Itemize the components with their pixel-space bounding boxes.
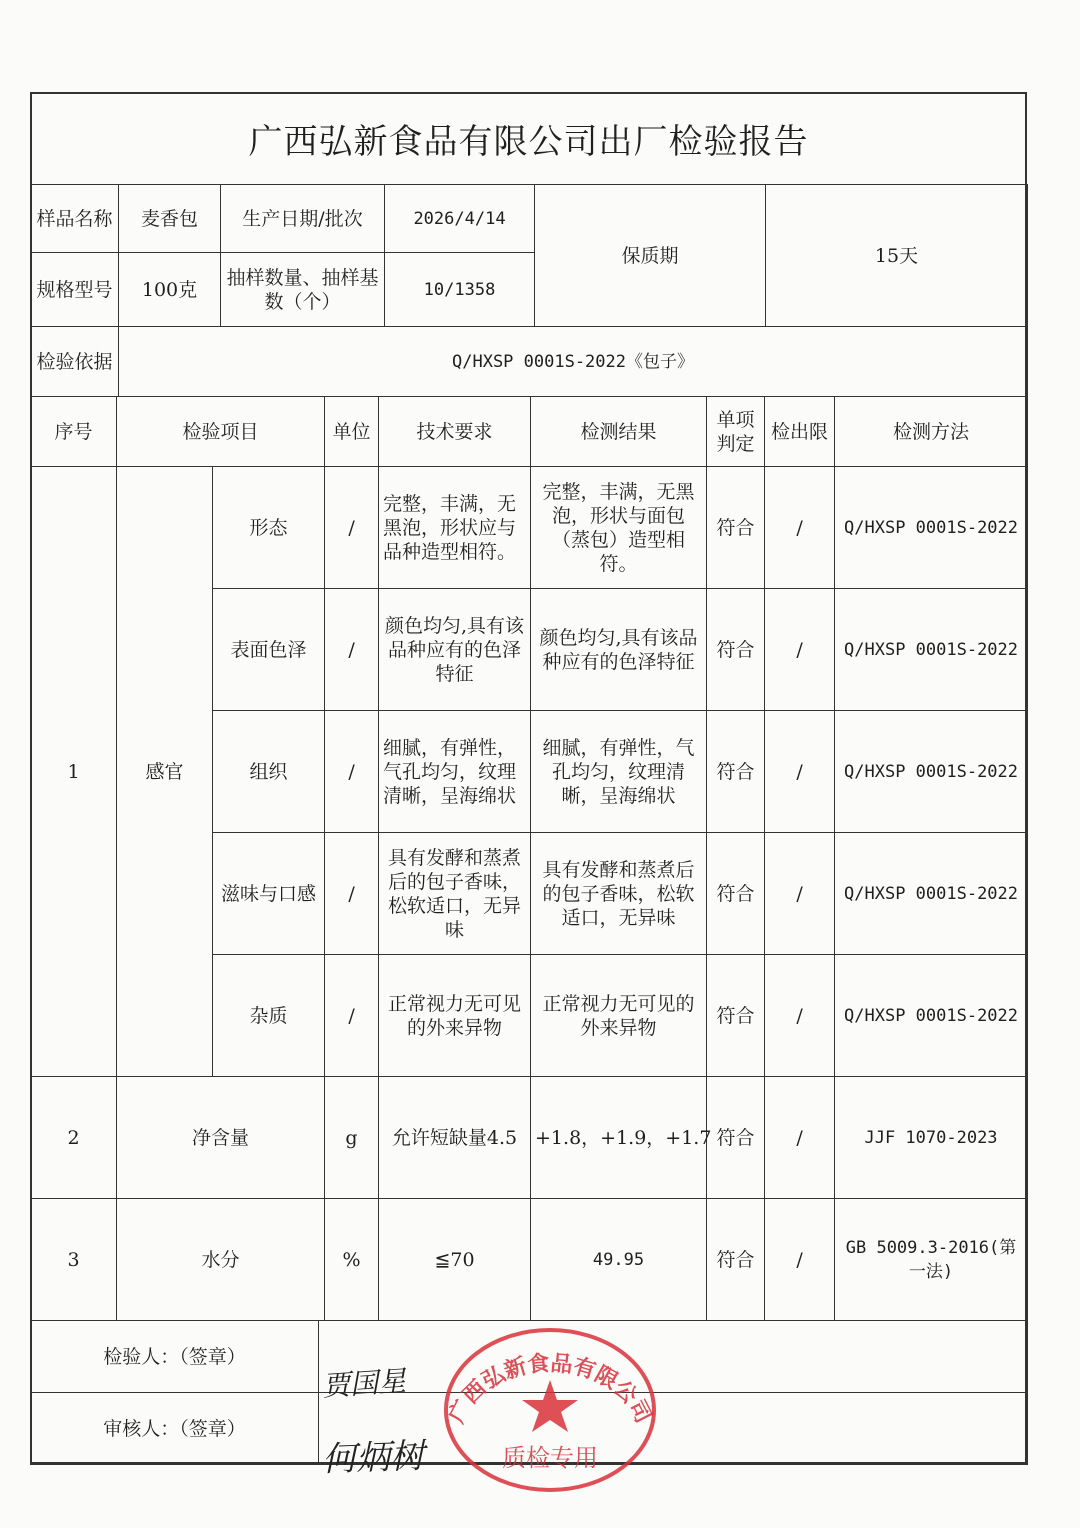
shelf-life: 15天 [766,185,1028,327]
unit: / [325,467,379,589]
limit: / [765,1199,835,1321]
inspector-signature-cell [319,1321,1028,1393]
method: JJF 1070-2023 [835,1077,1028,1199]
col-verdict: 单项判定 [707,397,765,467]
method: Q/HXSP 0001S-2022 [835,589,1028,711]
spec-label: 规格型号 [31,253,119,327]
prod-date-label: 生产日期/批次 [221,185,385,253]
limit: / [765,955,835,1077]
inspection-table [30,396,1028,1321]
limit: / [765,1077,835,1199]
requirement: 允许短缺量4.5 [379,1077,531,1199]
requirement: ≦70 [379,1199,531,1321]
row-no: 1 [31,467,117,1077]
method: Q/HXSP 0001S-2022 [835,467,1028,589]
col-unit: 单位 [325,397,379,467]
col-no: 序号 [31,397,117,467]
item-name: 滋味与口感 [213,833,325,955]
item-name: 表面色泽 [213,589,325,711]
requirement: 具有发酵和蒸煮后的包子香味，松软适口，无异味 [379,833,531,955]
basis: Q/HXSP 0001S-2022《包子》 [119,327,1028,397]
verdict: 符合 [707,833,765,955]
table-row [31,467,1028,589]
method: Q/HXSP 0001S-2022 [835,833,1028,955]
reviewer-signature-cell [319,1393,1028,1465]
result: 49.95 [531,1199,707,1321]
unit: / [325,711,379,833]
shelf-life-label: 保质期 [535,185,766,327]
sampling: 10/1358 [385,253,535,327]
verdict: 符合 [707,955,765,1077]
method: Q/HXSP 0001S-2022 [835,711,1028,833]
item-name: 杂质 [213,955,325,1077]
verdict: 符合 [707,1077,765,1199]
unit: / [325,833,379,955]
unit: / [325,589,379,711]
sample-name-label: 样品名称 [31,185,119,253]
item-name: 形态 [213,467,325,589]
verdict: 符合 [707,467,765,589]
method: GB 5009.3-2016(第一法) [835,1199,1028,1321]
prod-date: 2026/4/14 [385,185,535,253]
star-icon [522,1380,578,1432]
item-name: 净含量 [117,1077,325,1199]
unit: % [325,1199,379,1321]
inspector-signature: 贾国星 [321,1364,408,1403]
col-limit: 检出限 [765,397,835,467]
verdict: 符合 [707,589,765,711]
verdict: 符合 [707,1199,765,1321]
col-req: 技术要求 [379,397,531,467]
table-row [31,1077,1028,1199]
table-row [31,1199,1028,1321]
result: 具有发酵和蒸煮后的包子香味，松软适口，无异味 [531,833,707,955]
limit: / [765,467,835,589]
col-result: 检测结果 [531,397,707,467]
unit: / [325,955,379,1077]
requirement: 颜色均匀,具有该品种应有的色泽特征 [379,589,531,711]
info-table [30,184,1028,397]
item-name: 组织 [213,711,325,833]
item-name: 水分 [117,1199,325,1321]
company-seal [440,1318,660,1498]
row-no: 3 [31,1199,117,1321]
result: 细腻，有弹性，气孔均匀，纹理清晰，呈海绵状 [531,711,707,833]
requirement: 细腻，有弹性，气孔均匀，纹理清晰，呈海绵状 [379,711,531,833]
seal-text: 广西弘新食品有限公司 [444,1351,656,1428]
result: 颜色均匀,具有该品种应有的色泽特征 [531,589,707,711]
sampling-label: 抽样数量、抽样基数（个） [221,253,385,327]
limit: / [765,589,835,711]
reviewer-signature: 何炳树 [321,1436,425,1480]
requirement: 正常视力无可见的外来异物 [379,955,531,1077]
requirement: 完整，丰满，无黑泡，形状应与品种造型相符。 [379,467,531,589]
col-method: 检测方法 [835,397,1028,467]
report-title: 广西弘新食品有限公司出厂检验报告 [248,121,809,162]
col-item: 检验项目 [117,397,325,467]
limit: / [765,833,835,955]
unit: g [325,1077,379,1199]
basis-label: 检验依据 [31,327,119,397]
sample-name: 麦香包 [119,185,221,253]
group-label: 感官 [117,467,213,1077]
inspector-label: 检验人：（签章） [31,1321,319,1393]
result: 完整，丰满，无黑泡，形状与面包（蒸包）造型相符。 [531,467,707,589]
seal-sub-text: 质检专用 [502,1444,598,1472]
spec: 100克 [119,253,221,327]
limit: / [765,711,835,833]
row-no: 2 [31,1077,117,1199]
verdict: 符合 [707,711,765,833]
reviewer-label: 审核人：（签章） [31,1393,319,1465]
result: 正常视力无可见的外来异物 [531,955,707,1077]
method: Q/HXSP 0001S-2022 [835,955,1028,1077]
result: +1.8，+1.9，+1.7 [531,1077,707,1199]
